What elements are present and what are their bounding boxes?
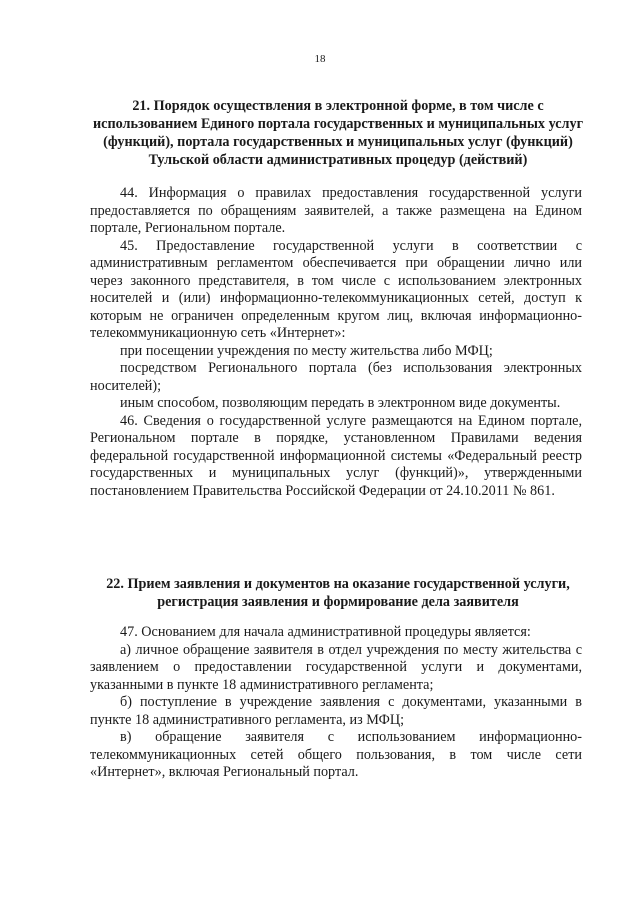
section-21-heading: 21. Порядок осуществления в электронной форме, в том числе с использованием Единого портала государственных и муниципальных услуг (функций), портала государственных и муниципальных услуг (функций) Тульской области административных процедур (действий) (92, 98, 584, 168)
list-item-v: в) обращение заявителя с использованием информационно-телекоммуникационных сетей общего пользования, в том числе сети «Интернет», включая Региональный портал. (90, 729, 582, 780)
list-item-visit-office: при посещении учреждения по месту жительства либо МФЦ; (120, 342, 493, 359)
list-item-regional-portal: посредством Регионального портала (без использования электронных носителей); (90, 360, 582, 394)
list-item-a: а) личное обращение заявителя в отдел учреждения по месту жительства с заявлением о предоставлении государственной услуги и документами, указанными в пункте 18 административного регламента; (90, 641, 582, 693)
page-number: 18 (314, 53, 326, 65)
paragraph-45: 45. Предоставление государственной услуги в соответствии с административным регламентом обеспечивается при обращении лично или через законного представителя, в том числе с использованием электронных носителей и (или) информационно-телекоммуникационных сетей, доступ к которым не ограничен определенным кругом лиц, включая информационно-телекоммуникационную сеть «Интернет»: (90, 237, 582, 341)
list-item-b: б) поступление в учреждение заявления с документами, указанными в пункте 18 административного регламента, из МФЦ; (90, 694, 582, 728)
list-item-other-method: иным способом, позволяющим передать в электронном виде документы. (120, 395, 561, 411)
paragraph-47: 47. Основанием для начала административной процедуры является: (120, 624, 531, 640)
paragraph-46: 46. Сведения о государственной услуге размещаются на Едином портале, Региональном портале в порядке, установленном Правилами ведения федеральной государственной информационной системы «Федеральный реестр государственных и муниципальных услуг (функций)», утвержденными постановлением Правительства Российской Федерации от 24.10.2011 № 861. (90, 412, 582, 499)
section-21-body (90, 185, 582, 500)
section-22-body (90, 624, 582, 782)
section-22-heading: 22. Прием заявления и документов на оказание государственной услуги, регистрация заявления и формирование дела заявителя (106, 576, 570, 610)
paragraph-44: 44. Информация о правилах предоставления государственной услуги предоставляется по обращениям заявителей, а также размещена на Едином портале, Региональном портале. (90, 185, 582, 236)
